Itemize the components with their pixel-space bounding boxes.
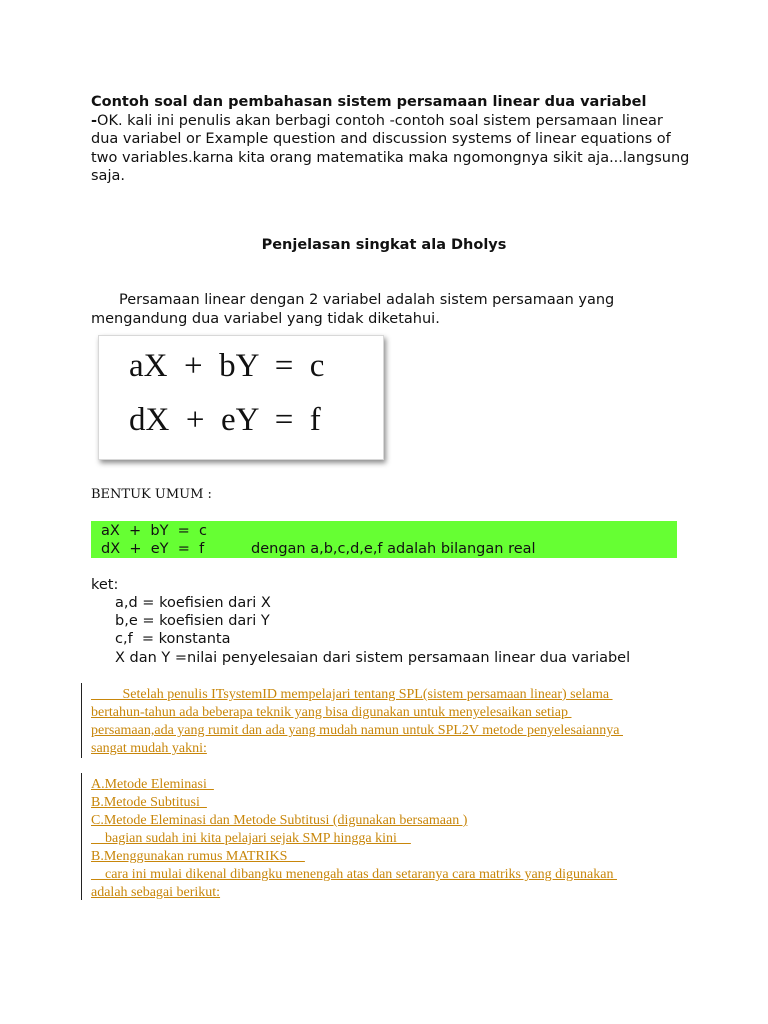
intro-title: Contoh soal dan pembahasan sistem persamaan linear dua variabel <box>91 94 647 110</box>
formula-image <box>98 335 384 460</box>
method-line: B.Metode Subtitusi <box>91 795 207 810</box>
change-bar <box>81 773 82 900</box>
definition-paragraph <box>91 291 691 328</box>
ket-item: a,d = koefisien dari X <box>115 595 271 611</box>
formula-line-2: dX + eY = f <box>129 402 321 438</box>
ket-label: ket: <box>91 577 119 593</box>
method-line: A.Metode Eleminasi <box>91 777 214 792</box>
change-bar <box>81 683 82 758</box>
general-form-line-2: dX + eY = f <box>101 541 205 557</box>
intro-paragraph <box>91 93 691 186</box>
method-line: adalah sebagai berikut: <box>91 885 221 900</box>
method-line: C.Metode Eleminasi dan Metode Subtitusi (digunakan bersamaan ) <box>91 813 468 828</box>
method-line: bagian sudah ini kita pelajari sejak SMP hingga kini <box>91 831 411 846</box>
orange-line: persamaan,ada yang rumit dan ada yang mudah namun untuk SPL2V metode penyelesaiannya <box>91 723 623 738</box>
definition-text: Persamaan linear dengan 2 variabel adalah sistem persamaan yang mengandung dua variabel yang tidak diketahui. <box>91 292 615 327</box>
orange-line: bertahun-tahun ada beberapa teknik yang bisa digunakan untuk menyelesaikan setiap <box>91 705 572 720</box>
ket-item: b,e = koefisien dari Y <box>115 613 270 629</box>
bentuk-umum-label: BENTUK UMUM : <box>91 487 212 502</box>
intro-text: OK. kali ini penulis akan berbagi contoh -contoh soal sistem persamaan linear dua variabel or Example question and discussion systems of linear equations of two variables.karna kita orang matematika maka ngomongnya sikit aja...langsung saja. <box>91 112 690 184</box>
general-form-note: dengan a,b,c,d,e,f adalah bilangan real <box>251 541 536 557</box>
general-form-line-1: aX + bY = c <box>101 523 208 539</box>
ket-item: c,f = konstanta <box>115 631 231 647</box>
orange-line: sangat mudah yakni: <box>91 741 207 756</box>
intro-dash: - <box>91 112 98 129</box>
general-form-box <box>91 521 677 558</box>
orange-line: Setelah penulis ITsystemID mempelajari tentang SPL(sistem persamaan linear) selama <box>91 687 613 702</box>
formula-line-1: aX + bY = c <box>129 348 325 384</box>
method-line: B.Menggunakan rumus MATRIKS <box>91 849 305 864</box>
method-line: cara ini mulai dikenal dibangku menengah atas dan setaranya cara matriks yang digunakan <box>91 867 617 882</box>
ket-item: X dan Y =nilai penyelesaian dari sistem persamaan linear dua variabel <box>115 650 631 666</box>
section-heading: Penjelasan singkat ala Dholys <box>261 237 507 253</box>
